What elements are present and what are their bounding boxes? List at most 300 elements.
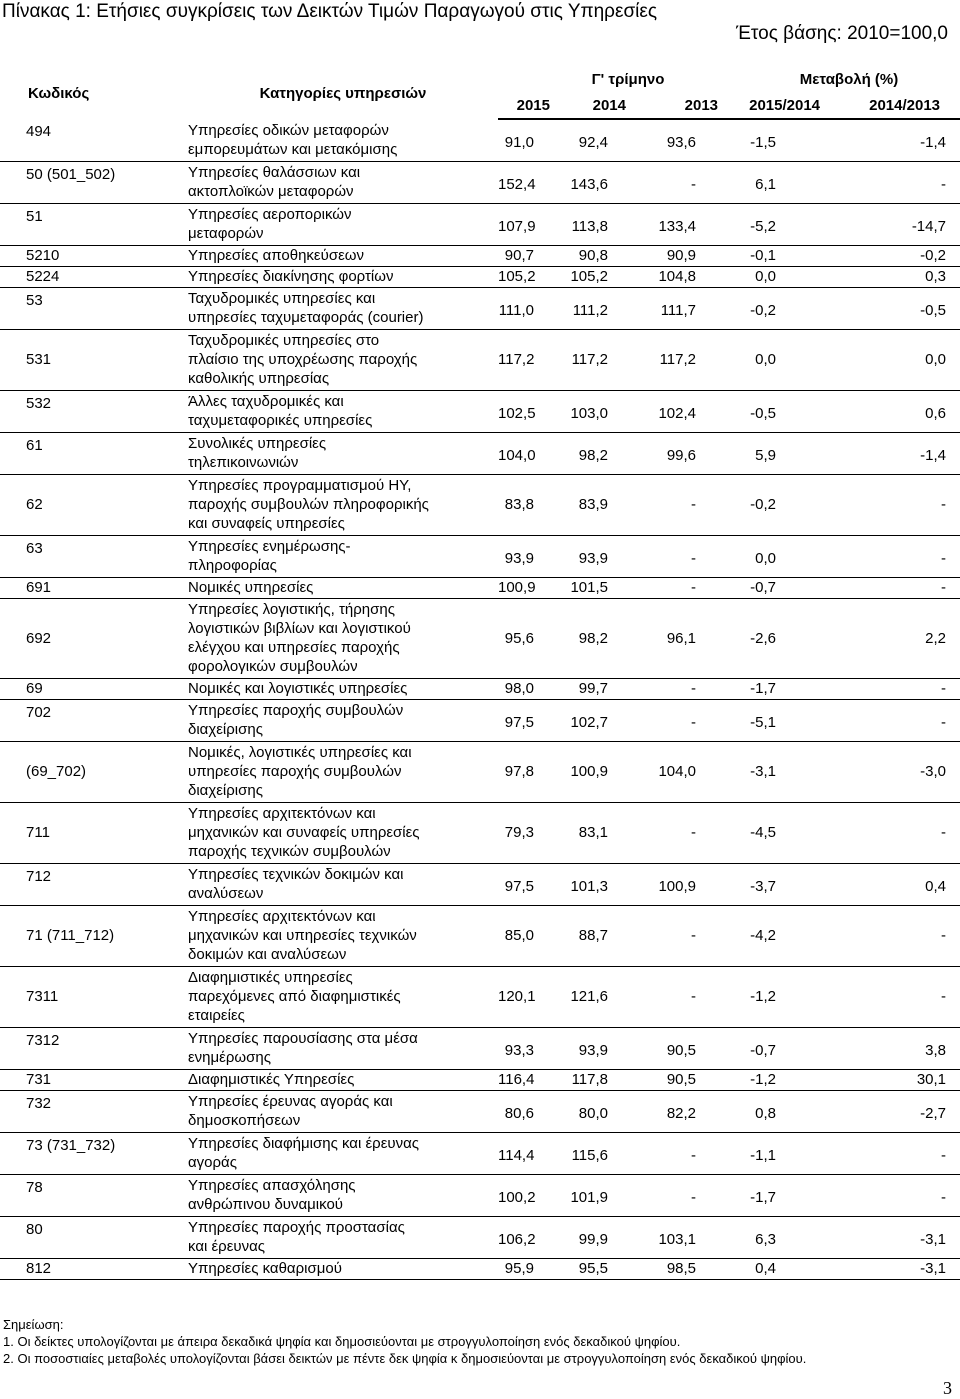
table-row xyxy=(0,266,960,287)
header-quarter: Γ' τρίμηνο xyxy=(591,71,665,88)
change-2015-2014: 0,4 xyxy=(718,1258,822,1279)
row-category-line: μηχανικών και υπηρεσίες τεχνικών xyxy=(188,927,417,944)
row-category-line: παροχής τεχνικών συμβουλών xyxy=(188,843,391,860)
row-code xyxy=(0,802,188,863)
change-2014-2013: 0,3 xyxy=(822,266,960,287)
row-code-text: 494 xyxy=(26,123,52,141)
row-category-line: αναλύσεων xyxy=(188,885,264,902)
row-category-line: ταχυμεταφορικές υπηρεσίες xyxy=(188,412,373,429)
change-2014-2013: -2,7 xyxy=(822,1090,960,1132)
change-2014-2013: - xyxy=(822,535,960,577)
row-category-line: υπηρεσίες παροχής συμβουλών xyxy=(188,763,402,780)
page-number: 3 xyxy=(943,1378,952,1398)
row-code-text: 531 xyxy=(26,351,52,368)
change-2014-2013: -3,1 xyxy=(822,1258,960,1279)
note-2: 2. Οι ποσοστιαίες μεταβολές υπολογίζονται βάσει δεικτών με πέντε δεκ ψηφία κ δημοσιεύονται με στρογγυλοποίηση ενός δεκαδικού ψηφίου. xyxy=(3,1351,807,1366)
change-2014-2013: - xyxy=(822,966,960,1027)
value-2014: 95,5 xyxy=(550,1258,632,1279)
row-category-line: Υπηρεσίες παροχής προστασίας xyxy=(188,1219,405,1236)
row-category xyxy=(188,1216,498,1258)
row-category-line: παροχής συμβουλών πληροφορικής xyxy=(188,496,429,513)
value-2015: 111,0 xyxy=(498,287,550,329)
value-2013: 99,6 xyxy=(632,432,718,474)
value-2014: 115,6 xyxy=(550,1132,632,1174)
row-category-line: Διαφημιστικές Υπηρεσίες xyxy=(188,1071,355,1088)
table-row xyxy=(0,1069,960,1090)
change-2015-2014: 6,1 xyxy=(718,161,822,203)
value-2013: - xyxy=(632,535,718,577)
header-code: Κωδικός xyxy=(28,84,90,102)
row-code xyxy=(0,203,188,245)
change-2014-2013: 30,1 xyxy=(822,1069,960,1090)
row-category-line: ελέγχου και υπηρεσίες παροχής xyxy=(188,639,400,656)
change-2015-2014: 6,3 xyxy=(718,1216,822,1258)
table-row xyxy=(0,390,960,432)
value-2015: 100,9 xyxy=(498,577,550,598)
change-2015-2014: -0,7 xyxy=(718,577,822,598)
row-code-text: 731 xyxy=(26,1071,52,1088)
row-code-text: 78 xyxy=(26,1178,43,1196)
row-category-line: πληροφορίας xyxy=(188,557,277,574)
value-2014: 143,6 xyxy=(550,161,632,203)
change-2014-2013: -3,0 xyxy=(822,741,960,802)
value-2015: 114,4 xyxy=(498,1132,550,1174)
value-2014: 117,8 xyxy=(550,1069,632,1090)
change-2015-2014: -0,2 xyxy=(718,474,822,535)
row-category-line: Υπηρεσίες καθαρισμού xyxy=(188,1260,342,1277)
value-2015: 100,2 xyxy=(498,1174,550,1216)
table-row xyxy=(0,1090,960,1132)
row-category-line: και έρευνας xyxy=(188,1238,265,1255)
table-row xyxy=(0,535,960,577)
row-category xyxy=(188,1069,498,1090)
change-2014-2013: - xyxy=(822,474,960,535)
row-category-line: Υπηρεσίες παρουσίασης στα μέσα xyxy=(188,1030,418,1047)
row-category xyxy=(188,245,498,266)
row-category-line: δοκιμών και αναλύσεων xyxy=(188,946,347,963)
value-2014: 93,9 xyxy=(550,535,632,577)
value-2014: 90,8 xyxy=(550,245,632,266)
header-year-2015: 2015 xyxy=(498,92,550,119)
table-body xyxy=(0,119,960,1279)
value-2014: 121,6 xyxy=(550,966,632,1027)
value-2013: 111,7 xyxy=(632,287,718,329)
value-2014: 83,9 xyxy=(550,474,632,535)
row-code xyxy=(0,1090,188,1132)
value-2014: 98,2 xyxy=(550,432,632,474)
header-change-2015-2014: 2015/2014 xyxy=(718,92,822,119)
value-2014: 105,2 xyxy=(550,266,632,287)
value-2014: 100,9 xyxy=(550,741,632,802)
row-category-line: καθολικής υπηρεσίας xyxy=(188,370,330,387)
change-2014-2013: - xyxy=(822,678,960,699)
value-2013: 117,2 xyxy=(632,329,718,390)
row-code xyxy=(0,535,188,577)
row-category xyxy=(188,119,498,161)
value-2014: 93,9 xyxy=(550,1027,632,1069)
change-2015-2014: -5,2 xyxy=(718,203,822,245)
value-2013: 96,1 xyxy=(632,598,718,678)
change-2014-2013: 0,6 xyxy=(822,390,960,432)
row-code-text: (69_702) xyxy=(26,763,87,780)
row-category xyxy=(188,1132,498,1174)
change-2015-2014: -3,1 xyxy=(718,741,822,802)
table-row xyxy=(0,245,960,266)
header-year-2014: 2014 xyxy=(550,92,632,119)
value-2013: - xyxy=(632,474,718,535)
row-code-text: 812 xyxy=(26,1260,52,1277)
value-2015: 97,5 xyxy=(498,699,550,741)
value-2015: 116,4 xyxy=(498,1069,550,1090)
change-2014-2013: - xyxy=(822,577,960,598)
change-2015-2014: -1,7 xyxy=(718,678,822,699)
row-category-line: Υπηρεσίες έρευνας αγοράς και xyxy=(188,1093,393,1110)
value-2015: 105,2 xyxy=(498,266,550,287)
row-category-line: Υπηρεσίες λογιστικής, τήρησης xyxy=(188,601,395,618)
row-code xyxy=(0,1069,188,1090)
value-2014: 101,5 xyxy=(550,577,632,598)
row-category xyxy=(188,598,498,678)
row-code-text: 80 xyxy=(26,1220,43,1238)
change-2015-2014: -5,1 xyxy=(718,699,822,741)
table-row xyxy=(0,161,960,203)
row-category-line: Υπηρεσίες αποθηκεύσεων xyxy=(188,247,364,264)
row-code xyxy=(0,966,188,1027)
value-2015: 83,8 xyxy=(498,474,550,535)
row-category-line: Συνολικές υπηρεσίες xyxy=(188,435,327,452)
row-code-text: 692 xyxy=(26,629,52,647)
row-category xyxy=(188,802,498,863)
row-code xyxy=(0,287,188,329)
value-2014: 80,0 xyxy=(550,1090,632,1132)
row-code-text: 61 xyxy=(26,436,43,454)
change-2015-2014: -1,5 xyxy=(718,119,822,161)
row-category xyxy=(188,474,498,535)
row-category xyxy=(188,535,498,577)
change-2015-2014: -3,7 xyxy=(718,863,822,905)
value-2013: 104,0 xyxy=(632,741,718,802)
row-code-text: 691 xyxy=(26,579,52,596)
change-2014-2013: - xyxy=(822,905,960,966)
row-category-line: Ταχυδρομικές υπηρεσίες και xyxy=(188,290,376,307)
row-code-text: 69 xyxy=(26,680,43,697)
value-2014: 103,0 xyxy=(550,390,632,432)
value-2014: 98,2 xyxy=(550,598,632,678)
change-2015-2014: -1,1 xyxy=(718,1132,822,1174)
change-2015-2014: 5,9 xyxy=(718,432,822,474)
table-row xyxy=(0,287,960,329)
row-code-text: 50 (501_502) xyxy=(26,165,116,183)
change-2015-2014: 0,0 xyxy=(718,266,822,287)
change-2014-2013: -3,1 xyxy=(822,1216,960,1258)
value-2013: 93,6 xyxy=(632,119,718,161)
row-category xyxy=(188,905,498,966)
change-2014-2013: - xyxy=(822,699,960,741)
value-2013: 90,5 xyxy=(632,1027,718,1069)
value-2015: 106,2 xyxy=(498,1216,550,1258)
table-row xyxy=(0,863,960,905)
row-code xyxy=(0,1174,188,1216)
value-2015: 95,6 xyxy=(498,598,550,678)
row-category-line: δημοσκοπήσεων xyxy=(188,1112,301,1129)
row-category-line: Υπηρεσίες προγραμματισμού ΗΥ, xyxy=(188,477,412,494)
change-2014-2013: -1,4 xyxy=(822,119,960,161)
change-2015-2014: -0,7 xyxy=(718,1027,822,1069)
row-code-text: 7311 xyxy=(26,988,59,1005)
table-row xyxy=(0,1174,960,1216)
value-2015: 93,9 xyxy=(498,535,550,577)
row-category xyxy=(188,863,498,905)
row-code-text: 702 xyxy=(26,703,52,721)
row-code xyxy=(0,699,188,741)
row-code-text: 63 xyxy=(26,539,43,557)
row-category-line: Υπηρεσίες διαφήμισης και έρευνας xyxy=(188,1135,419,1152)
header-change-2014-2013: 2014/2013 xyxy=(822,92,960,119)
value-2013: - xyxy=(632,161,718,203)
value-2013: - xyxy=(632,678,718,699)
change-2014-2013: 0,0 xyxy=(822,329,960,390)
notes xyxy=(3,1316,958,1367)
table-row xyxy=(0,119,960,161)
row-code xyxy=(0,432,188,474)
table-row xyxy=(0,577,960,598)
value-2013: 100,9 xyxy=(632,863,718,905)
value-2015: 107,9 xyxy=(498,203,550,245)
row-category-line: αγοράς xyxy=(188,1154,237,1171)
row-code-text: 71 (711_712) xyxy=(26,927,115,944)
value-2014: 83,1 xyxy=(550,802,632,863)
row-code-text: 711 xyxy=(26,824,50,841)
note-1: 1. Οι δείκτες υπολογίζονται με άπειρα δεκαδικά ψηφία και δημοσιεύονται με στρογγυλοποίηση ενός δεκαδικού ψηφίου. xyxy=(3,1334,681,1349)
row-category-line: διαχείρισης xyxy=(188,782,263,799)
row-category-line: μεταφορών xyxy=(188,225,264,242)
value-2014: 117,2 xyxy=(550,329,632,390)
change-2014-2013: - xyxy=(822,1132,960,1174)
table-row xyxy=(0,1216,960,1258)
value-2015: 90,7 xyxy=(498,245,550,266)
value-2014: 99,9 xyxy=(550,1216,632,1258)
row-category-line: Διαφημιστικές υπηρεσίες xyxy=(188,969,353,986)
row-category-line: Υπηρεσίες παροχής συμβουλών xyxy=(188,702,404,719)
value-2015: 97,5 xyxy=(498,863,550,905)
table-row xyxy=(0,203,960,245)
row-category xyxy=(188,203,498,245)
row-category-line: ανθρώπινου δυναμικού xyxy=(188,1196,344,1213)
row-category xyxy=(188,966,498,1027)
row-code-text: 62 xyxy=(26,496,43,513)
row-category-line: Ταχυδρομικές υπηρεσίες στο xyxy=(188,332,380,349)
change-2015-2014: -4,5 xyxy=(718,802,822,863)
change-2015-2014: -4,2 xyxy=(718,905,822,966)
row-code xyxy=(0,245,188,266)
change-2015-2014: 0,8 xyxy=(718,1090,822,1132)
change-2014-2013: - xyxy=(822,1174,960,1216)
notes-heading: Σημείωση: xyxy=(3,1317,64,1332)
row-category-line: Υπηρεσίες οδικών μεταφορών xyxy=(188,121,389,139)
change-2015-2014: 0,0 xyxy=(718,535,822,577)
value-2014: 92,4 xyxy=(550,119,632,161)
row-category-line: υπηρεσίες ταχυμεταφοράς (courier) xyxy=(188,309,424,326)
value-2015: 95,9 xyxy=(498,1258,550,1279)
table-row xyxy=(0,741,960,802)
value-2015: 117,2 xyxy=(498,329,550,390)
row-category xyxy=(188,329,498,390)
row-category xyxy=(188,432,498,474)
change-2014-2013: 3,8 xyxy=(822,1027,960,1069)
change-2015-2014: -2,6 xyxy=(718,598,822,678)
row-category-line: παρεχόμενες από διαφημιστικές xyxy=(188,988,401,1005)
row-code-text: 51 xyxy=(26,207,43,225)
table-row xyxy=(0,1027,960,1069)
row-category-line: Υπηρεσίες αεροπορικών xyxy=(188,206,352,223)
value-2013: - xyxy=(632,905,718,966)
table-row xyxy=(0,966,960,1027)
table-row xyxy=(0,678,960,699)
row-code xyxy=(0,266,188,287)
value-2013: - xyxy=(632,1132,718,1174)
row-code xyxy=(0,161,188,203)
table-row xyxy=(0,699,960,741)
header-category: Κατηγορίες υπηρεσιών xyxy=(259,84,427,102)
header-year-2013: 2013 xyxy=(632,92,718,119)
change-2015-2014: -1,7 xyxy=(718,1174,822,1216)
value-2013: 98,5 xyxy=(632,1258,718,1279)
row-category-line: διαχείρισης xyxy=(188,721,263,738)
value-2015: 91,0 xyxy=(498,119,550,161)
value-2014: 99,7 xyxy=(550,678,632,699)
row-category-line: φορολογικών συμβουλών xyxy=(188,658,358,675)
value-2013: 90,5 xyxy=(632,1069,718,1090)
row-category xyxy=(188,577,498,598)
value-2014: 102,7 xyxy=(550,699,632,741)
table-row xyxy=(0,598,960,678)
page-title: Πίνακας 1: Ετήσιες συγκρίσεις των Δεικτών Τιμών Παραγωγού στις Υπηρεσίες xyxy=(2,1,658,22)
value-2013: - xyxy=(632,1174,718,1216)
value-2013: 102,4 xyxy=(632,390,718,432)
row-code-text: 712 xyxy=(26,867,52,885)
row-category xyxy=(188,1258,498,1279)
change-2015-2014: -0,1 xyxy=(718,245,822,266)
row-category xyxy=(188,161,498,203)
row-code xyxy=(0,1216,188,1258)
value-2015: 120,1 xyxy=(498,966,550,1027)
row-code xyxy=(0,741,188,802)
value-2015: 104,0 xyxy=(498,432,550,474)
row-code xyxy=(0,598,188,678)
change-2014-2013: - xyxy=(822,802,960,863)
row-code xyxy=(0,905,188,966)
row-category xyxy=(188,266,498,287)
row-code-text: 53 xyxy=(26,291,43,309)
header-change: Μεταβολή (%) xyxy=(799,71,899,88)
ppi-services-table xyxy=(0,67,960,1280)
row-category xyxy=(188,1027,498,1069)
row-category xyxy=(188,699,498,741)
row-category-line: Υπηρεσίες διακίνησης φορτίων xyxy=(188,268,394,285)
row-category-line: Άλλες ταχυδρομικές και xyxy=(188,393,344,410)
value-2015: 97,8 xyxy=(498,741,550,802)
value-2014: 88,7 xyxy=(550,905,632,966)
value-2015: 79,3 xyxy=(498,802,550,863)
change-2014-2013: 2,2 xyxy=(822,598,960,678)
row-code-text: 532 xyxy=(26,394,52,412)
table-row xyxy=(0,905,960,966)
row-code xyxy=(0,474,188,535)
table-row xyxy=(0,432,960,474)
value-2014: 101,9 xyxy=(550,1174,632,1216)
change-2015-2014: -0,5 xyxy=(718,390,822,432)
value-2013: 90,9 xyxy=(632,245,718,266)
value-2013: 103,1 xyxy=(632,1216,718,1258)
row-category-line: εμπορευμάτων και μετακόμισης xyxy=(188,140,398,158)
value-2013: 133,4 xyxy=(632,203,718,245)
change-2014-2013: -0,5 xyxy=(822,287,960,329)
value-2015: 93,3 xyxy=(498,1027,550,1069)
row-category xyxy=(188,741,498,802)
row-category-line: πλαίσιο της υποχρέωσης παροχής xyxy=(188,351,418,368)
row-category-line: ακτοπλοϊκών μεταφορών xyxy=(188,183,354,200)
row-category-line: Υπηρεσίες αρχιτεκτόνων και xyxy=(188,805,376,822)
row-code xyxy=(0,678,188,699)
value-2014: 101,3 xyxy=(550,863,632,905)
row-category-line: Υπηρεσίες αρχιτεκτόνων και xyxy=(188,908,376,925)
row-category-line: τηλεπικοινωνιών xyxy=(188,454,299,471)
row-category-line: Νομικές και λογιστικές υπηρεσίες xyxy=(188,680,408,697)
row-code xyxy=(0,863,188,905)
change-2014-2013: -0,2 xyxy=(822,245,960,266)
change-2015-2014: -0,2 xyxy=(718,287,822,329)
row-code-text: 73 (731_732) xyxy=(26,1136,116,1154)
row-code xyxy=(0,1258,188,1279)
value-2013: - xyxy=(632,577,718,598)
row-code-text: 7312 xyxy=(26,1031,60,1049)
table-row xyxy=(0,329,960,390)
row-category-line: Υπηρεσίες ενημέρωσης- xyxy=(188,538,351,555)
row-category-line: μηχανικών και συναφείς υπηρεσίες xyxy=(188,824,420,841)
change-2015-2014: -1,2 xyxy=(718,1069,822,1090)
row-code xyxy=(0,1027,188,1069)
row-code xyxy=(0,329,188,390)
row-category xyxy=(188,1090,498,1132)
change-2014-2013: - xyxy=(822,161,960,203)
row-code-text: 732 xyxy=(26,1094,52,1112)
row-category xyxy=(188,287,498,329)
value-2014: 111,2 xyxy=(550,287,632,329)
table-row xyxy=(0,1132,960,1174)
value-2015: 98,0 xyxy=(498,678,550,699)
value-2013: - xyxy=(632,699,718,741)
value-2013: 82,2 xyxy=(632,1090,718,1132)
row-code-text: 5210 xyxy=(26,247,60,264)
value-2015: 152,4 xyxy=(498,161,550,203)
change-2014-2013: -1,4 xyxy=(822,432,960,474)
table-row xyxy=(0,802,960,863)
table-row xyxy=(0,474,960,535)
row-category-line: και συναφείς υπηρεσίες xyxy=(188,515,345,532)
row-category-line: Νομικές, λογιστικές υπηρεσίες και xyxy=(188,744,412,761)
value-2013: - xyxy=(632,966,718,1027)
change-2015-2014: 0,0 xyxy=(718,329,822,390)
row-category-line: λογιστικών βιβλίων και λογιστικού xyxy=(188,620,411,637)
row-code-text: 5224 xyxy=(26,268,60,285)
row-category-line: Υπηρεσίες τεχνικών δοκιμών και xyxy=(188,866,404,883)
row-code xyxy=(0,1132,188,1174)
change-2014-2013: 0,4 xyxy=(822,863,960,905)
value-2013: 104,8 xyxy=(632,266,718,287)
row-code xyxy=(0,390,188,432)
change-2014-2013: -14,7 xyxy=(822,203,960,245)
row-category-line: Υπηρεσίες θαλάσσιων και xyxy=(188,164,361,181)
